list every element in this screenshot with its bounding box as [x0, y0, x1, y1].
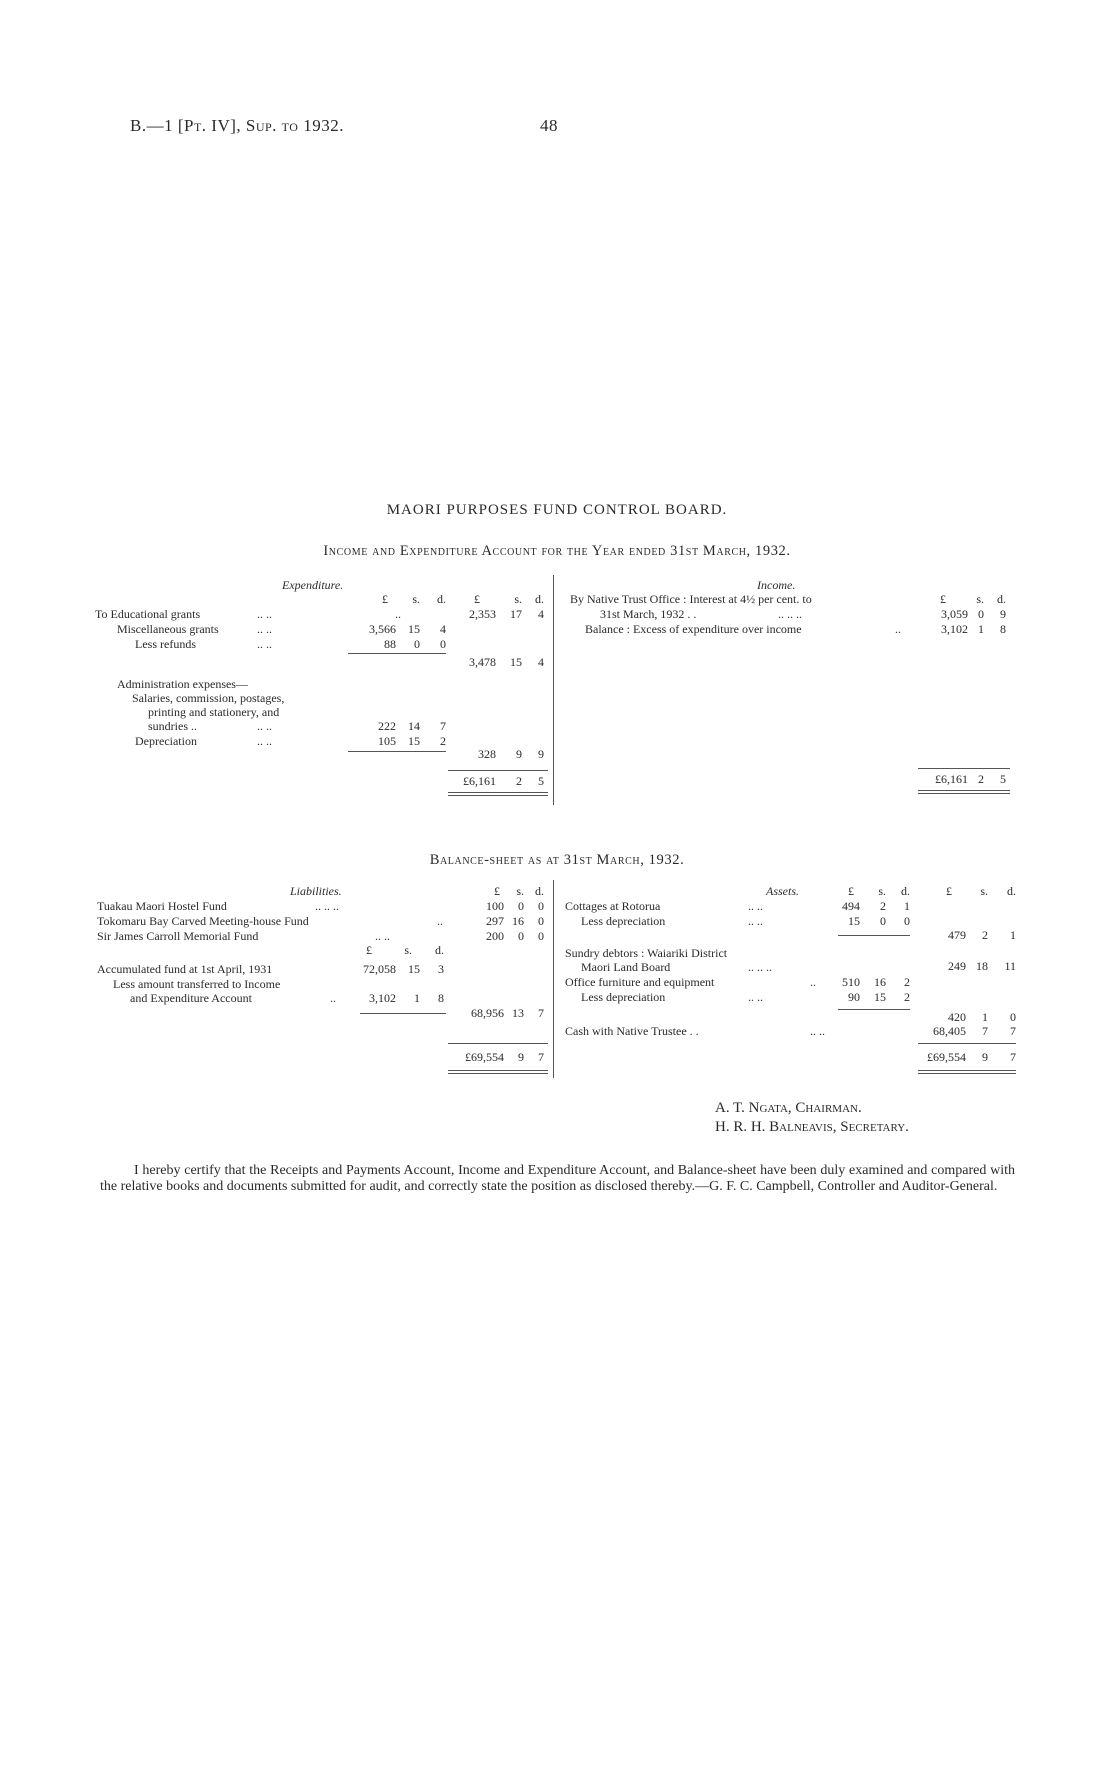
less-refunds-pence: 0	[440, 637, 446, 651]
native-trust-pence: 9	[1000, 607, 1006, 621]
cottages-pounds: 494	[842, 899, 860, 913]
educational-grants-dots: .. ..	[257, 607, 272, 621]
income-total-pence: 5	[1000, 772, 1006, 786]
native-trust-dots: .. .. ..	[778, 607, 802, 621]
refunds-subtotal-rule	[348, 653, 446, 654]
misc-net-pence: 4	[538, 655, 544, 669]
sundry-debtors-dots: .. .. ..	[748, 960, 772, 974]
assets-total-rule-top	[918, 1043, 1016, 1044]
admin-total-pence: 9	[538, 747, 544, 761]
account-divider	[553, 575, 554, 805]
sundry-debtors-pence: 11	[1004, 959, 1016, 973]
cottages-depreciation-pence: 0	[904, 914, 910, 928]
assets-total-shillings: 9	[982, 1050, 988, 1064]
sundry-debtors-pounds: 249	[948, 959, 966, 973]
depreciation-pence: 2	[440, 734, 446, 748]
educational-grants-shillings: 17	[510, 607, 522, 621]
misc-net-shillings: 15	[510, 655, 522, 669]
tuakau-hostel-shillings: 0	[518, 899, 524, 913]
transferred-pence: 8	[438, 991, 444, 1005]
furniture-depreciation-dots: .. ..	[748, 990, 763, 1004]
admin-subtotal-rule	[348, 751, 446, 752]
liabilities-total-double-rule	[448, 1070, 548, 1074]
inc-col-pound: £	[940, 592, 946, 606]
liab-col-pound: £	[494, 884, 500, 898]
furniture-subtotal-rule	[838, 1009, 910, 1010]
furniture-depreciation-pence: 2	[904, 990, 910, 1004]
cottages-net-pounds: 479	[948, 928, 966, 942]
assets-total-pounds: £69,554	[927, 1050, 966, 1064]
balance-excess-pounds: 3,102	[941, 622, 968, 636]
expenditure-heading: Expenditure.	[282, 578, 344, 592]
accumulated-fund-pounds: 72,058	[363, 962, 396, 976]
depreciation-pounds: 105	[378, 734, 396, 748]
assets-total-pence: 7	[1010, 1050, 1016, 1064]
accumulated-net-pence: 7	[538, 1006, 544, 1020]
audit-certification: I hereby certify that the Receipts and Payments Account, Income and Expenditure Account, and Balance-sheet have been duly examined and compared with the relative books and documents submitted for audit, and correctly state the position as disclosed thereby.—G. F. C. Campbell, Controller and Auditor-General.	[100, 1163, 1015, 1194]
chairman-signature: A. T. Ngata, Chairman.	[715, 1100, 862, 1116]
liabilities-total-shillings: 9	[518, 1050, 524, 1064]
less-refunds-dots: .. ..	[257, 637, 272, 651]
tuakau-hostel-pounds: 100	[486, 899, 504, 913]
exp-col-pence-1: d.	[437, 592, 446, 606]
accumulated-subtotal-rule	[360, 1013, 446, 1014]
assets-total-double-rule	[918, 1070, 1016, 1074]
balance-excess-label: Balance : Excess of expenditure over income	[585, 622, 802, 636]
accumulated-fund-label: Accumulated fund at 1st April, 1931	[97, 962, 273, 976]
cash-native-trustee-label: Cash with Native Trustee . .	[565, 1024, 699, 1038]
cash-native-trustee-shillings: 7	[982, 1024, 988, 1038]
asset-col-shilling-1: s.	[878, 884, 886, 898]
liabilities-total-pence: 7	[538, 1050, 544, 1064]
asset-col-pence-1: d.	[901, 884, 910, 898]
misc-grants-pounds: 3,566	[369, 622, 396, 636]
liab-col-pence: d.	[535, 884, 544, 898]
misc-grants-dots: .. ..	[257, 622, 272, 636]
cottages-depreciation-pounds: 15	[848, 914, 860, 928]
balance-excess-shillings: 1	[978, 622, 984, 636]
admin-printing-label: printing and stationery, and	[148, 705, 280, 719]
cottages-shillings: 2	[880, 899, 886, 913]
cottages-net-pence: 1	[1010, 928, 1016, 942]
admin-expenses-label: Administration expenses—	[117, 677, 248, 691]
cash-native-trustee-pence: 7	[1010, 1024, 1016, 1038]
cottages-dots: .. ..	[748, 899, 763, 913]
misc-net-pounds: 3,478	[469, 655, 496, 669]
exp-col-pound-1: £	[382, 592, 388, 606]
board-title: MAORI PURPOSES FUND CONTROL BOARD.	[386, 502, 728, 518]
admin-sundries-dots: .. ..	[257, 719, 272, 733]
liab-inner-col-shilling: s.	[404, 943, 412, 957]
furniture-net-pounds: 420	[948, 1010, 966, 1024]
balance-divider	[553, 880, 554, 1078]
income-total-rule-top	[918, 768, 1010, 769]
office-furniture-label: Office furniture and equipment	[565, 975, 715, 989]
accumulated-fund-pence: 3	[438, 962, 444, 976]
admin-sundries-pounds: 222	[378, 719, 396, 733]
expenditure-total-pence: 5	[538, 774, 544, 788]
asset-col-pound-2: £	[946, 884, 952, 898]
accumulated-fund-shillings: 15	[408, 962, 420, 976]
cash-native-trustee-pounds: 68,405	[933, 1024, 966, 1038]
transferred-pounds: 3,102	[369, 991, 396, 1005]
assets-heading: Assets.	[766, 884, 799, 898]
depreciation-shillings: 15	[408, 734, 420, 748]
cottages-depreciation-label: Less depreciation	[581, 914, 666, 928]
carroll-fund-pounds: 200	[486, 929, 504, 943]
office-furniture-dots: ..	[810, 975, 816, 989]
native-trust-shillings: 0	[978, 607, 984, 621]
furniture-net-pence: 0	[1010, 1010, 1016, 1024]
transferred-label-line1: Less amount transferred to Income	[113, 977, 281, 991]
office-furniture-shillings: 16	[874, 975, 886, 989]
asset-col-shilling-2: s.	[980, 884, 988, 898]
liabilities-total-pounds: £69,554	[465, 1050, 504, 1064]
admin-total-shillings: 9	[516, 747, 522, 761]
transferred-label-line2: and Expenditure Account	[130, 991, 252, 1005]
carroll-fund-label: Sir James Carroll Memorial Fund	[97, 929, 259, 943]
asset-col-pound-1: £	[848, 884, 854, 898]
less-refunds-label: Less refunds	[135, 637, 196, 651]
cash-native-trustee-dots: .. ..	[810, 1024, 825, 1038]
liabilities-total-rule-top	[448, 1043, 548, 1044]
income-total-pounds: £6,161	[935, 772, 968, 786]
balance-sheet-title: Balance-sheet as at 31st March, 1932.	[429, 852, 685, 868]
asset-col-pence-2: d.	[1007, 884, 1016, 898]
misc-grants-label: Miscellaneous grants	[117, 622, 219, 636]
expenditure-total-pounds: £6,161	[463, 774, 496, 788]
misc-grants-pence: 4	[440, 622, 446, 636]
expenditure-total-double-rule	[448, 792, 548, 796]
tuakau-hostel-dots: .. .. ..	[315, 899, 339, 913]
expenditure-total-rule-top	[448, 770, 548, 771]
office-furniture-pence: 2	[904, 975, 910, 989]
tokomaru-fund-pence: 0	[538, 914, 544, 928]
inc-col-shilling: s.	[976, 592, 984, 606]
tuakau-hostel-label: Tuakau Maori Hostel Fund	[97, 899, 227, 913]
liab-inner-col-pound: £	[366, 943, 372, 957]
exp-col-shilling-2: s.	[514, 592, 522, 606]
educational-grants-pence: 4	[538, 607, 544, 621]
expenditure-total-shillings: 2	[516, 774, 522, 788]
liabilities-heading: Liabilities.	[290, 884, 342, 898]
tokomaru-fund-shillings: 16	[512, 914, 524, 928]
educational-grants-pounds: 2,353	[469, 607, 496, 621]
secretary-signature: H. R. H. Balneavis, Secretary.	[715, 1119, 909, 1135]
depreciation-label: Depreciation	[135, 734, 197, 748]
tuakau-hostel-pence: 0	[538, 899, 544, 913]
furniture-depreciation-label: Less depreciation	[581, 990, 666, 1004]
document-reference: B.—1 [Pt. IV], Sup. to 1932.	[130, 116, 344, 135]
native-trust-date-label: 31st March, 1932 . .	[600, 607, 697, 621]
tokomaru-fund-dots: ..	[437, 914, 443, 928]
furniture-net-shillings: 1	[982, 1010, 988, 1024]
balance-excess-dots: ..	[895, 622, 901, 636]
cottages-subtotal-rule	[838, 935, 910, 936]
sundry-debtors-label-line2: Maori Land Board	[581, 960, 671, 974]
tokomaru-fund-pounds: 297	[486, 914, 504, 928]
transferred-shillings: 1	[414, 991, 420, 1005]
tokomaru-fund-label: Tokomaru Bay Carved Meeting-house Fund	[97, 914, 309, 928]
transferred-dots: ..	[330, 991, 336, 1005]
furniture-depreciation-pounds: 90	[848, 990, 860, 1004]
sundry-debtors-shillings: 18	[976, 959, 988, 973]
cottages-net-shillings: 2	[982, 928, 988, 942]
liab-inner-col-pence: d.	[435, 943, 444, 957]
liab-col-shilling: s.	[516, 884, 524, 898]
income-total-shillings: 2	[978, 772, 984, 786]
cottages-depreciation-dots: .. ..	[748, 914, 763, 928]
depreciation-dots: .. ..	[257, 734, 272, 748]
admin-salaries-label: Salaries, commission, postages,	[132, 691, 285, 705]
cottages-pence: 1	[904, 899, 910, 913]
misc-grants-shillings: 15	[408, 622, 420, 636]
office-furniture-pounds: 510	[842, 975, 860, 989]
accumulated-net-shillings: 13	[512, 1006, 524, 1020]
accumulated-net-pounds: 68,956	[471, 1006, 504, 1020]
admin-sundries-label: sundries ..	[148, 719, 197, 733]
educational-grants-inner-dots: ..	[395, 607, 401, 621]
less-refunds-pounds: 88	[384, 637, 396, 651]
native-trust-office-label: By Native Trust Office : Interest at 4½ per cent. to	[570, 592, 812, 606]
admin-sundries-pence: 7	[440, 719, 446, 733]
exp-col-pound-2: £	[474, 592, 480, 606]
exp-col-pence-2: d.	[535, 592, 544, 606]
carroll-fund-dots: .. ..	[375, 929, 390, 943]
income-heading: Income.	[757, 578, 796, 592]
page-number: 48	[540, 116, 558, 135]
admin-total-pounds: 328	[478, 747, 496, 761]
sundry-debtors-label-line1: Sundry debtors : Waiariki District	[565, 946, 728, 960]
educational-grants-label: To Educational grants	[95, 607, 201, 621]
income-total-double-rule	[918, 790, 1010, 794]
carroll-fund-shillings: 0	[518, 929, 524, 943]
cottages-label: Cottages at Rotorua	[565, 899, 661, 913]
native-trust-pounds: 3,059	[941, 607, 968, 621]
furniture-depreciation-shillings: 15	[874, 990, 886, 1004]
balance-excess-pence: 8	[1000, 622, 1006, 636]
less-refunds-shillings: 0	[414, 637, 420, 651]
income-expenditure-title: Income and Expenditure Account for the Year ended 31st March, 1932.	[323, 543, 791, 559]
admin-sundries-shillings: 14	[408, 719, 420, 733]
inc-col-pence: d.	[997, 592, 1006, 606]
exp-col-shilling-1: s.	[412, 592, 420, 606]
cottages-depreciation-shillings: 0	[880, 914, 886, 928]
carroll-fund-pence: 0	[538, 929, 544, 943]
